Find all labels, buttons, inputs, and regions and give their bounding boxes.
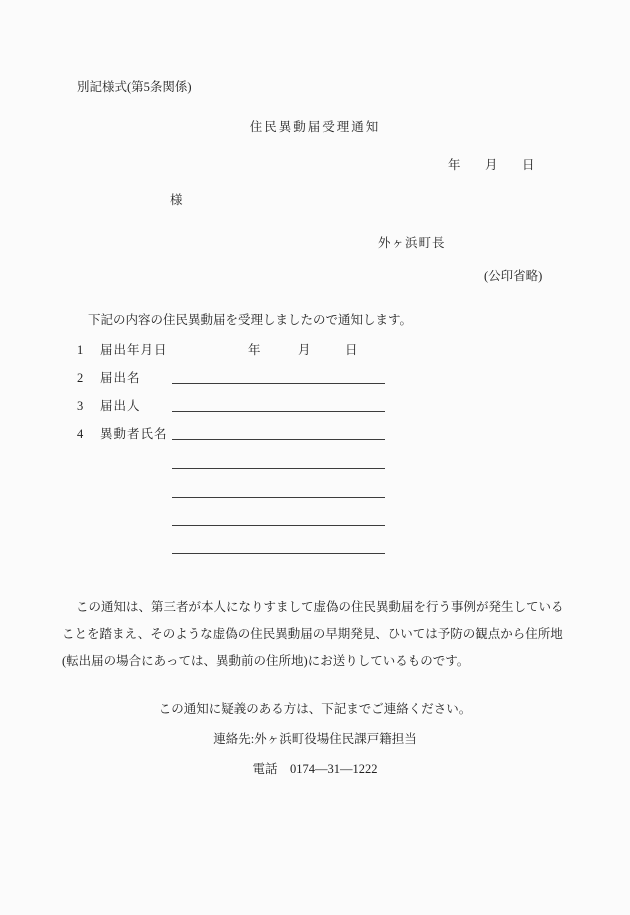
header-date-year-label: 年 (448, 158, 461, 172)
item-number: 1 (77, 343, 84, 357)
item-date-year-label: 年 (248, 343, 261, 357)
fill-in-line (172, 383, 385, 384)
form-reference-label: 別記様式(第5条関係) (77, 80, 192, 94)
addressee-suffix: 様 (170, 193, 183, 207)
contact-department: 連絡先:外ヶ浜町役場住民課戸籍担当 (213, 732, 417, 746)
fill-in-line (172, 468, 385, 469)
item-label: 異動者氏名 (100, 427, 168, 441)
body-paragraph-line: (転出届の場合にあっては、異動前の住所地)にお送りしているものです。 (62, 654, 470, 668)
item-label: 届出年月日 (100, 343, 168, 357)
fill-in-line (172, 411, 385, 412)
document-title: 住民異動届受理通知 (249, 120, 381, 134)
fill-in-line (172, 439, 385, 440)
item-date-month-label: 月 (298, 343, 311, 357)
fill-in-line (172, 553, 385, 554)
seal-omission-note: (公印省略) (484, 269, 543, 283)
fill-in-line (172, 525, 385, 526)
item-number: 3 (77, 399, 84, 413)
item-date-day-label: 日 (345, 343, 358, 357)
header-date-month-label: 月 (485, 158, 498, 172)
body-paragraph-line: この通知は、第三者が本人になりすまして虚偽の住民異動届を行う事例が発生している (76, 600, 564, 614)
body-paragraph-line: ことを踏まえ、そのような虚偽の住民異動届の早期発見、ひいては予防の観点から住所地 (62, 627, 563, 641)
fill-in-line (172, 497, 385, 498)
contact-phone: 電話 0174—31—1222 (252, 762, 378, 776)
item-number: 2 (77, 371, 84, 385)
contact-note: この通知に疑義のある方は、下記までご連絡ください。 (158, 702, 472, 716)
intro-sentence: 下記の内容の住民異動届を受理しましたので通知します。 (88, 313, 413, 327)
header-date-day-label: 日 (522, 158, 535, 172)
sender-name: 外ヶ浜町長 (378, 236, 446, 250)
item-label: 届出人 (100, 399, 141, 413)
item-label: 届出名 (100, 371, 141, 385)
item-number: 4 (77, 427, 84, 441)
